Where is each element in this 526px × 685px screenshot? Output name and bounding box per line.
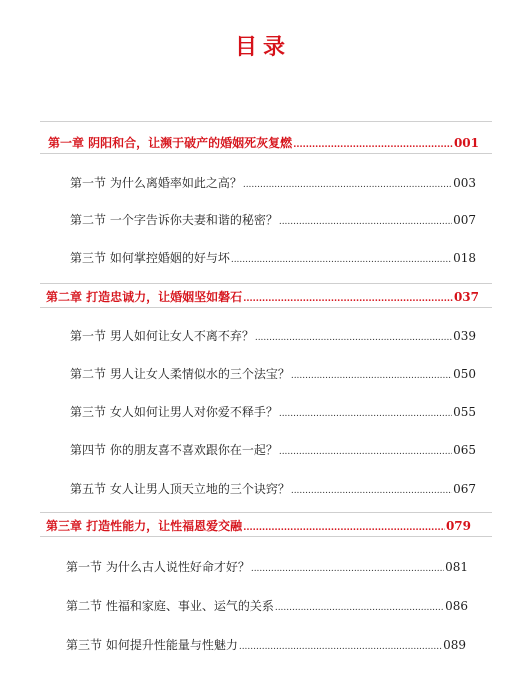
dot-leader — [293, 141, 453, 150]
section-page-number: 050 — [453, 367, 476, 381]
section-page-number: 065 — [453, 443, 476, 457]
section-title: 第二节 男人让女人柔情似水的三个法宝？ — [70, 367, 290, 381]
top-divider — [40, 121, 492, 122]
section-title: 第三节 如何提升性能量与性魅力 — [66, 638, 238, 652]
chapter-page-number: 001 — [453, 136, 479, 150]
chapter-divider — [40, 536, 492, 537]
dot-leader — [239, 643, 442, 652]
chapter-title: 第一章 阴阳和合，让濒于破产的婚姻死灰复燃 — [48, 136, 293, 150]
chapter-page-number: 037 — [453, 290, 479, 304]
dot-leader — [291, 487, 452, 496]
section-title: 第三节 女人如何让男人对你爱不释手？ — [70, 405, 278, 419]
toc-section-3-1[interactable] — [66, 558, 468, 575]
section-page-number: 081 — [445, 560, 468, 574]
section-page-number: 086 — [445, 599, 468, 613]
toc-section-2-2[interactable] — [70, 365, 476, 382]
chapter-divider — [40, 283, 492, 284]
dot-leader — [279, 410, 452, 419]
section-page-number: 055 — [453, 405, 476, 419]
toc-section-2-5[interactable] — [70, 480, 476, 497]
dot-leader — [279, 218, 452, 227]
dot-leader — [231, 256, 452, 265]
chapter-divider — [40, 307, 492, 308]
toc-chapter-1[interactable] — [48, 134, 479, 151]
dot-leader — [291, 372, 452, 381]
toc-chapter-2[interactable] — [46, 288, 479, 305]
toc-section-2-1[interactable] — [70, 327, 476, 344]
toc-section-2-3[interactable] — [70, 403, 476, 420]
section-title: 第四节 你的朋友喜不喜欢跟你在一起？ — [70, 443, 278, 457]
dot-leader — [243, 181, 452, 190]
chapter-page-number: 079 — [445, 519, 471, 533]
chapter-divider — [40, 512, 492, 513]
section-title: 第五节 女人让男人顶天立地的三个诀窍？ — [70, 482, 290, 496]
section-title: 第三节 如何掌控婚姻的好与坏 — [70, 251, 230, 265]
toc-section-2-4[interactable] — [70, 441, 476, 458]
toc-section-3-2[interactable] — [66, 597, 468, 614]
dot-leader — [255, 334, 452, 343]
section-title: 第二节 性福和家庭、事业、运气的关系 — [66, 599, 274, 613]
chapter-divider — [40, 153, 492, 154]
section-title: 第二节 一个字告诉你夫妻和谐的秘密？ — [70, 213, 278, 227]
section-title: 第一节 为什么离婚率如此之高？ — [70, 176, 242, 190]
toc-section-3-3[interactable] — [66, 636, 466, 653]
section-page-number: 018 — [453, 251, 476, 265]
dot-leader — [243, 524, 445, 533]
dot-leader — [243, 295, 453, 304]
toc-section-1-1[interactable] — [70, 174, 476, 191]
chapter-title: 第三章 打造性能力，让性福恩爱交融 — [46, 519, 243, 533]
section-page-number: 089 — [443, 638, 466, 652]
dot-leader — [251, 565, 444, 574]
dot-leader — [279, 448, 452, 457]
toc-section-1-2[interactable] — [70, 211, 476, 228]
chapter-title: 第二章 打造忠诚力，让婚姻坚如磐石 — [46, 290, 243, 304]
section-page-number: 007 — [453, 213, 476, 227]
section-page-number: 003 — [453, 176, 476, 190]
toc-chapter-3[interactable] — [46, 517, 471, 534]
section-title: 第一节 男人如何让女人不离不弃？ — [70, 329, 254, 343]
toc-section-1-3[interactable] — [70, 249, 476, 266]
section-page-number: 067 — [453, 482, 476, 496]
section-page-number: 039 — [453, 329, 476, 343]
section-title: 第一节 为什么古人说性好命才好？ — [66, 560, 250, 574]
page-title: 目录 — [234, 34, 291, 60]
dot-leader — [275, 604, 444, 613]
